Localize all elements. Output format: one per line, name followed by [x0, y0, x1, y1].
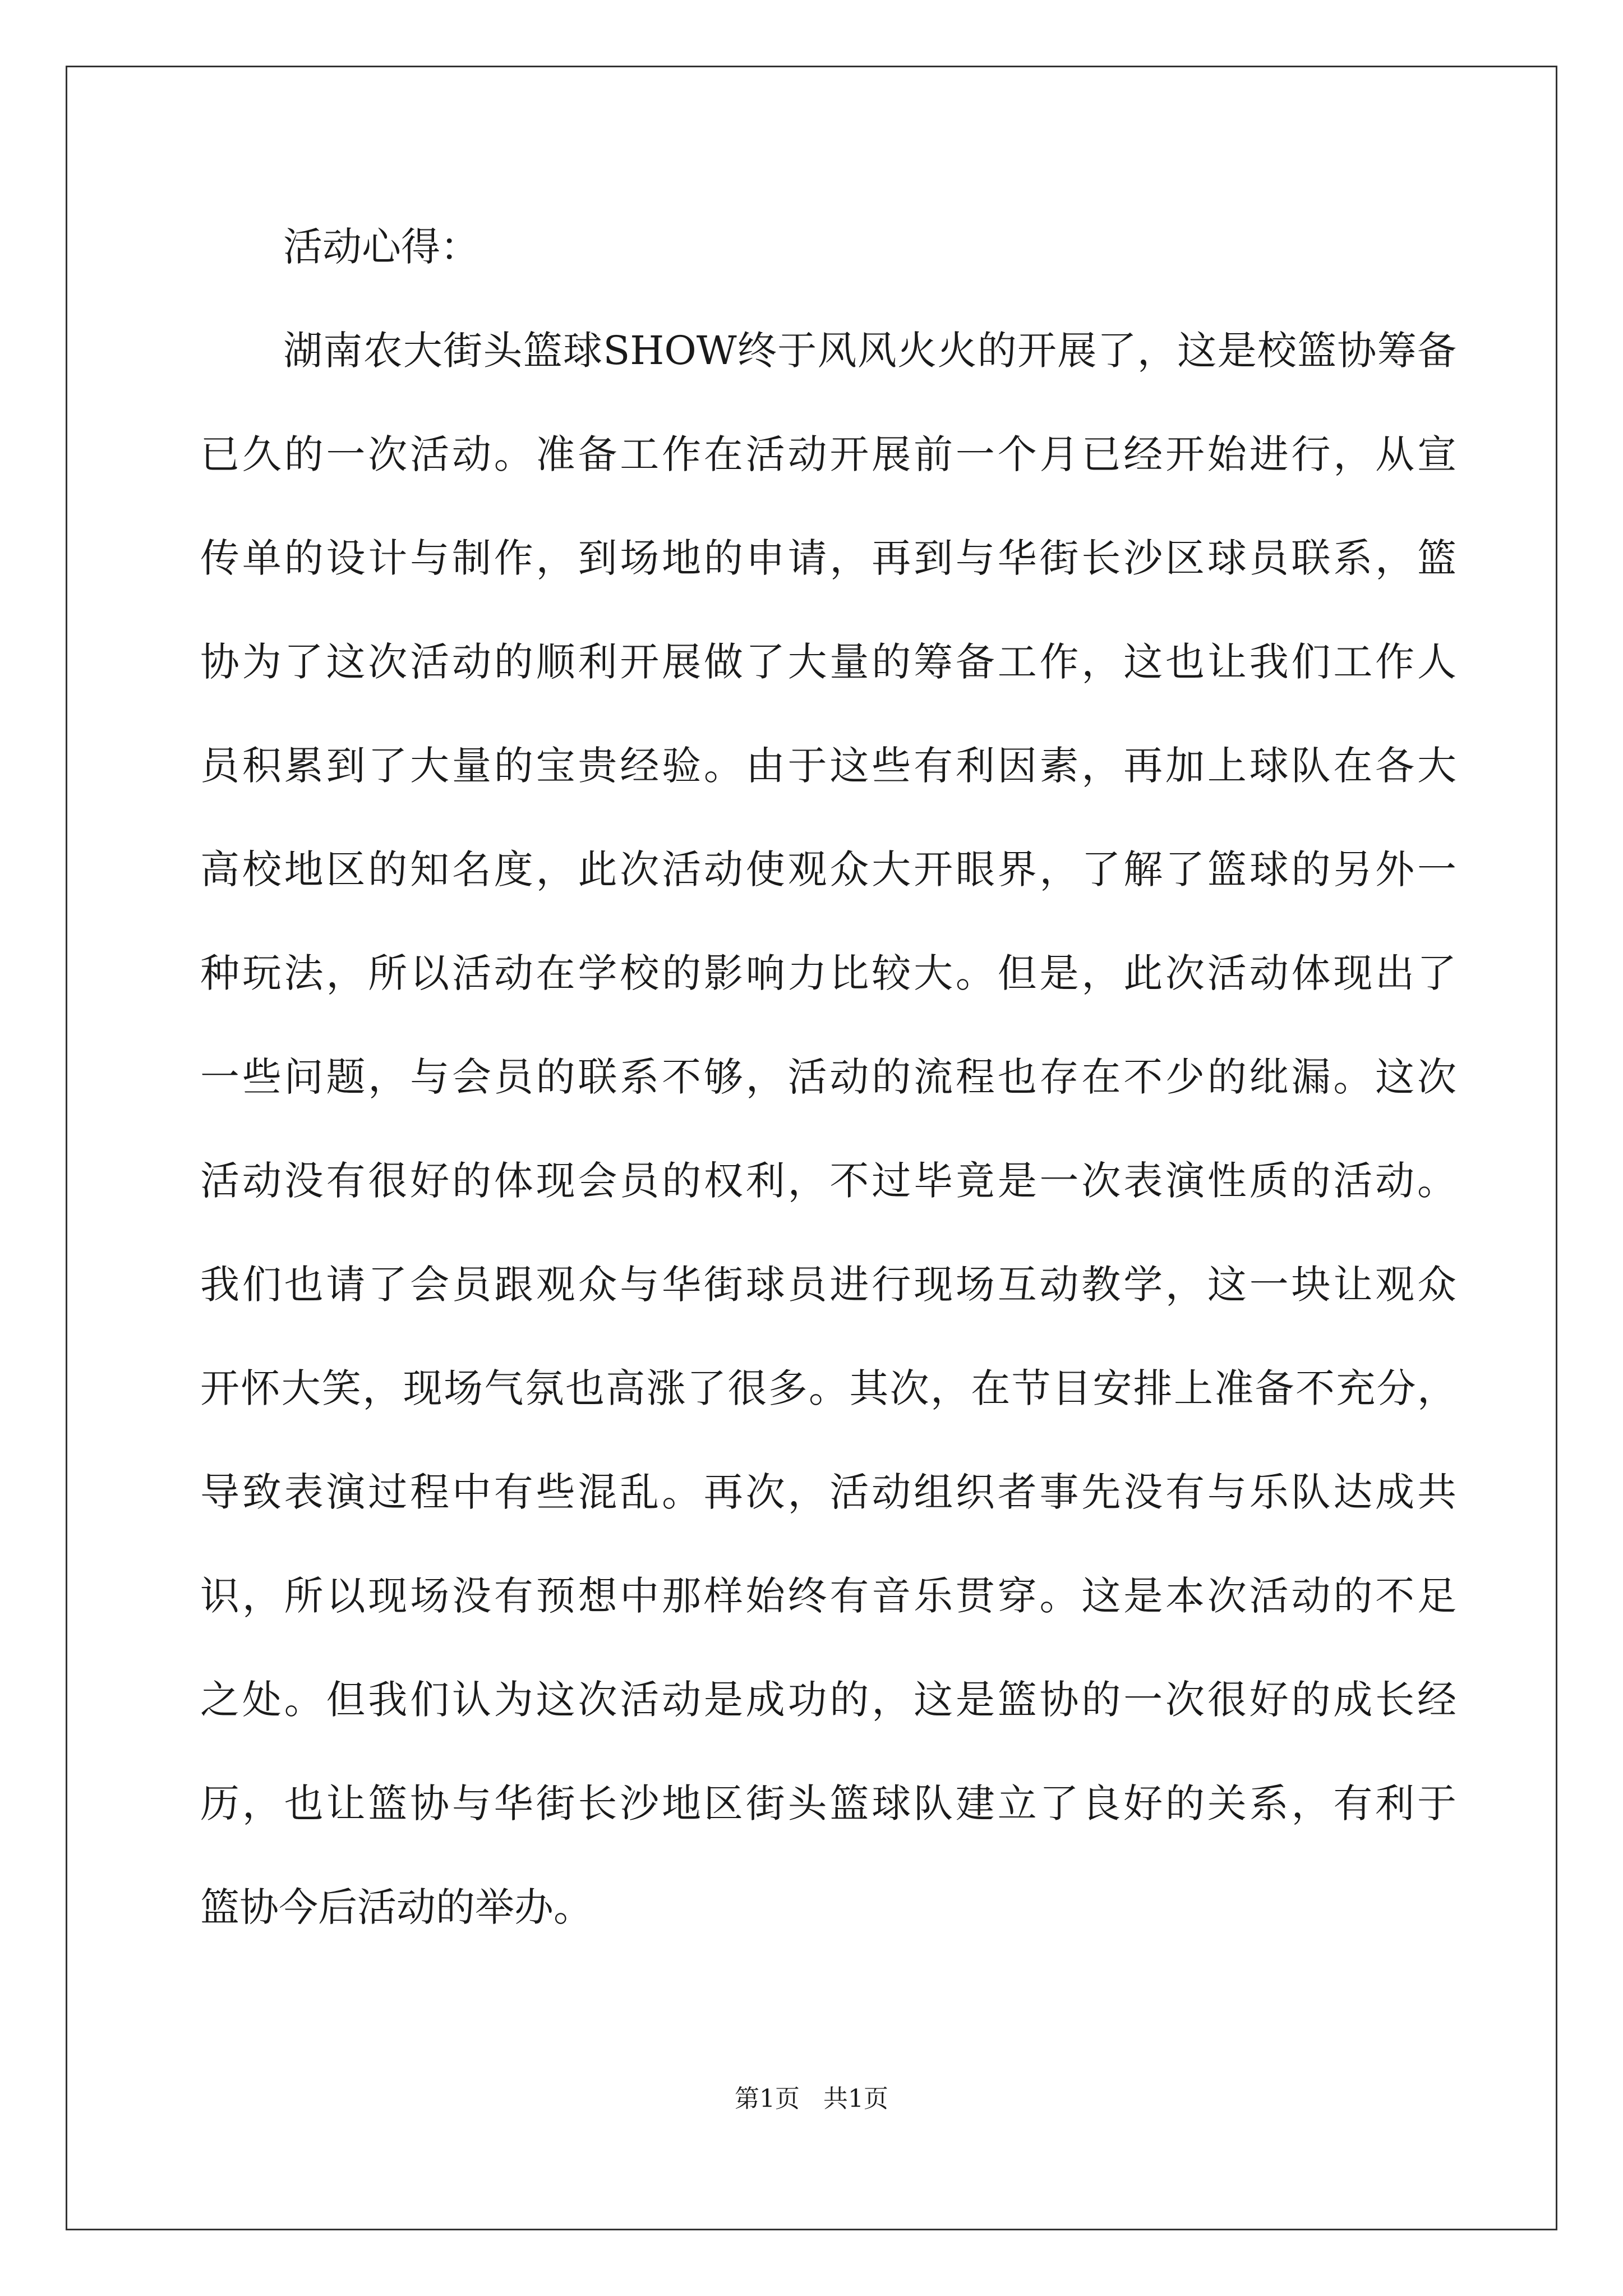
paragraph-line: 活动没有很好的体现会员的权利，不过毕竟是一次表演性质的活动。 [200, 1158, 1456, 1204]
paragraph-line: 开怀大笑，现场气氛也高涨了很多。其次，在节目安排上准备不充分， [200, 1365, 1456, 1411]
paragraph-line-last: 篮协今后活动的举办。 [200, 1884, 593, 1930]
paragraph-line: 高校地区的知名度，此次活动使观众大开眼界，了解了篮球的另外一 [200, 846, 1456, 892]
page-number-footer: 第1页 共1页 [735, 2085, 888, 2113]
paragraph-line: 历，也让篮协与华街长沙地区街头篮球队建立了良好的关系，有利于 [200, 1780, 1456, 1826]
section-heading: 活动心得： [283, 224, 479, 270]
paragraph-line: 种玩法，所以活动在学校的影响力比较大。但是，此次活动体现出了 [200, 950, 1456, 996]
paragraph-line: 一些问题，与会员的联系不够，活动的流程也存在不少的纰漏。这次 [200, 1054, 1456, 1100]
paragraph-line: 湖南农大街头篮球SHOW终于风风火火的开展了，这是校篮协筹备 [283, 328, 1456, 374]
paragraph-line: 识，所以现场没有预想中那样始终有音乐贯穿。这是本次活动的不足 [200, 1573, 1456, 1619]
paragraph-line: 传单的设计与制作，到场地的申请，再到与华街长沙区球员联系，篮 [200, 535, 1456, 581]
paragraph-line: 导致表演过程中有些混乱。再次，活动组织者事先没有与乐队达成共 [200, 1469, 1456, 1515]
paragraph-line: 之处。但我们认为这次活动是成功的，这是篮协的一次很好的成长经 [200, 1677, 1456, 1723]
paragraph-line: 已久的一次活动。准备工作在活动开展前一个月已经开始进行，从宣 [200, 431, 1456, 477]
paragraph-line: 我们也请了会员跟观众与华街球员进行现场互动教学，这一块让观众 [200, 1262, 1456, 1308]
paragraph-line: 员积累到了大量的宝贵经验。由于这些有利因素，再加上球队在各大 [200, 743, 1456, 789]
paragraph-line: 协为了这次活动的顺利开展做了大量的筹备工作，这也让我们工作人 [200, 639, 1456, 685]
